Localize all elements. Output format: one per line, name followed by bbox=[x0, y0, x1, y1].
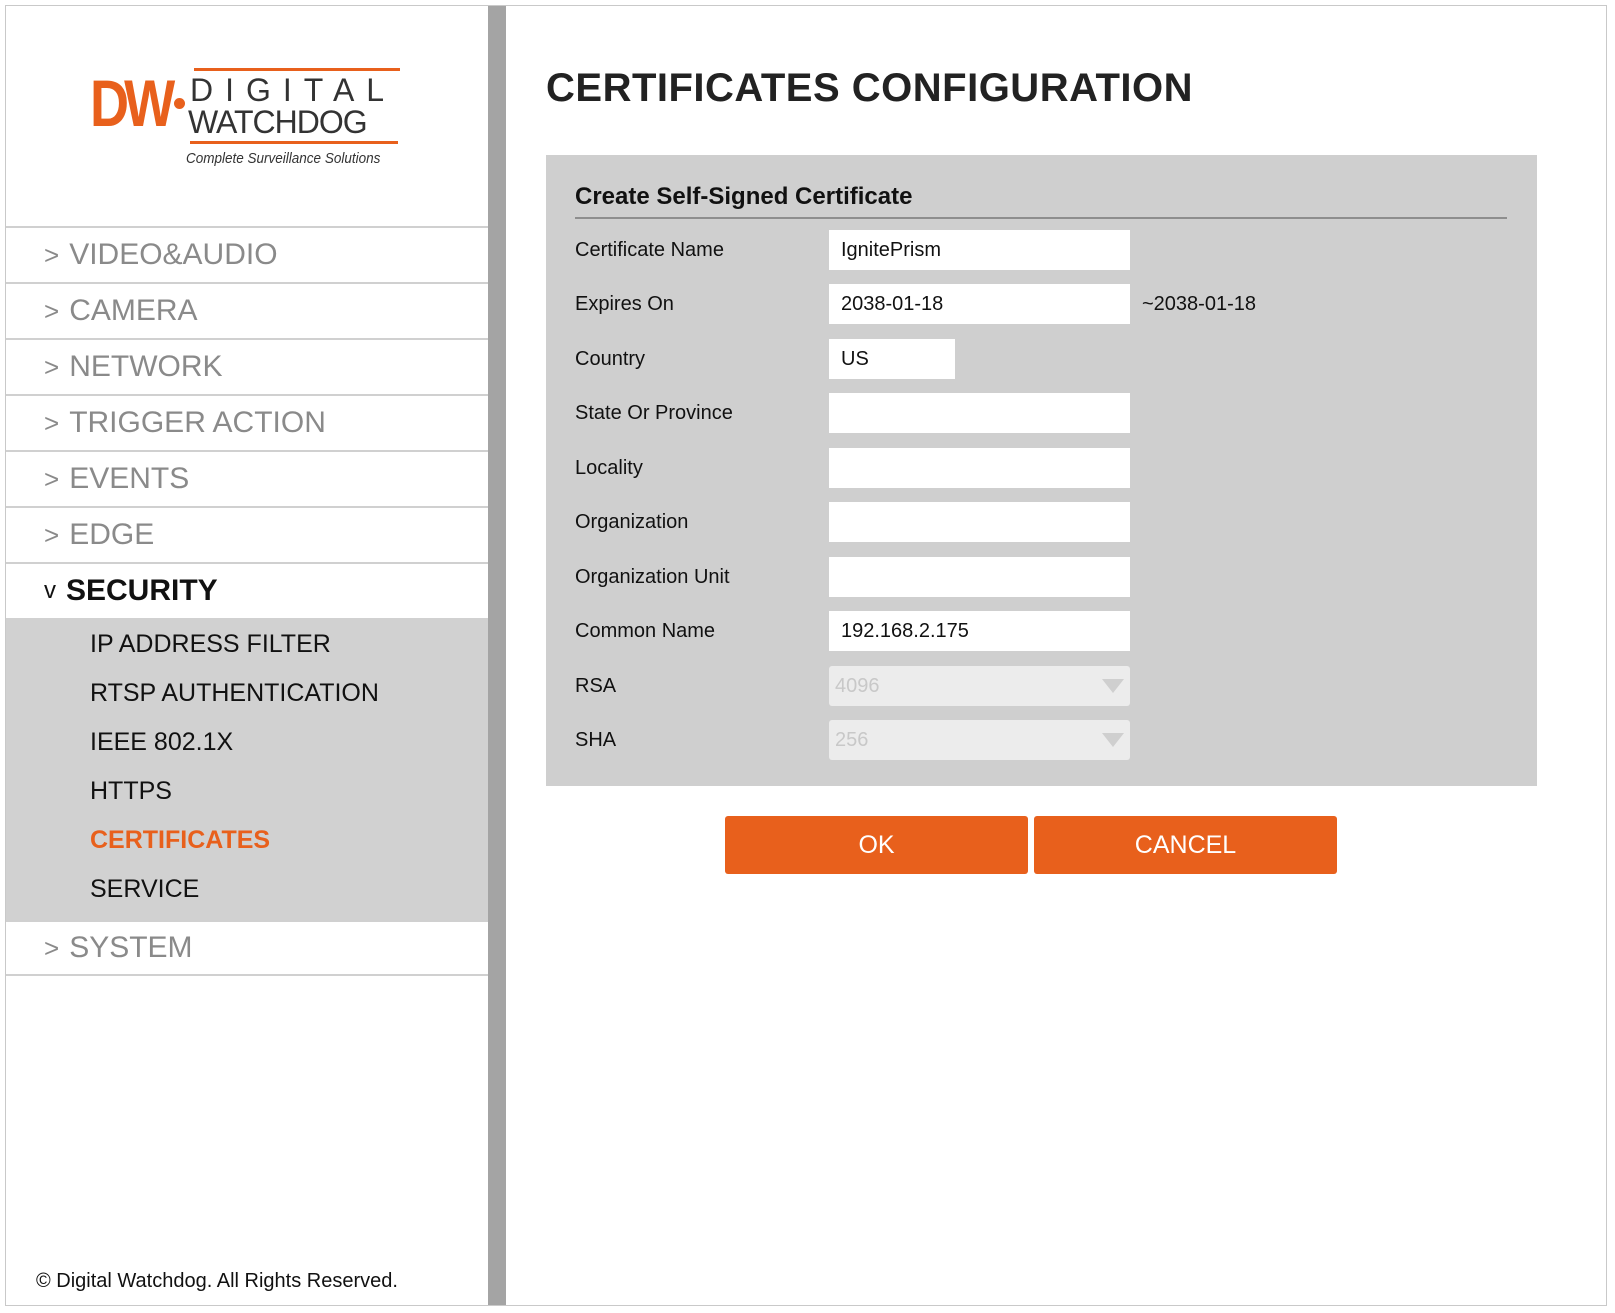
sidebar-item-label: EDGE bbox=[69, 518, 155, 551]
row-expires-on bbox=[575, 284, 1256, 324]
sidebar-nav bbox=[6, 226, 488, 976]
ok-button[interactable]: OK bbox=[725, 816, 1028, 874]
field-label: Organization bbox=[575, 510, 689, 533]
row-country bbox=[575, 339, 955, 379]
row-organization-unit bbox=[575, 557, 1130, 597]
submenu-item-rtsp-authentication[interactable]: RTSP AUTHENTICATION bbox=[90, 679, 379, 707]
state-or-province-input[interactable] bbox=[829, 393, 1130, 433]
dropdown-arrow-icon bbox=[1102, 733, 1124, 747]
sha-selected-value: 256 bbox=[835, 728, 869, 751]
chevron-right-icon: > bbox=[44, 407, 60, 438]
logo-tagline: Complete Surveillance Solutions bbox=[186, 150, 381, 167]
logo-rule-top bbox=[194, 68, 400, 71]
field-label: Country bbox=[575, 347, 646, 370]
sidebar-item-label: CAMERA bbox=[69, 294, 198, 327]
field-label: State Or Province bbox=[575, 401, 733, 424]
main-content bbox=[506, 6, 1606, 1305]
expires-on-input[interactable] bbox=[829, 284, 1130, 324]
app-frame bbox=[5, 5, 1607, 1306]
logo-rule-bottom bbox=[190, 141, 398, 144]
sidebar-item-edge[interactable] bbox=[6, 506, 488, 562]
cancel-button[interactable]: CANCEL bbox=[1034, 816, 1337, 874]
common-name-input[interactable] bbox=[829, 611, 1130, 651]
field-label: Locality bbox=[575, 456, 643, 479]
sidebar-item-label: SYSTEM bbox=[69, 931, 193, 964]
logo-dot bbox=[174, 98, 185, 109]
row-sha bbox=[575, 720, 1130, 760]
chevron-right-icon: > bbox=[44, 295, 60, 326]
field-label: Organization Unit bbox=[575, 565, 730, 588]
expires-on-hint: ~2038-01-18 bbox=[1142, 292, 1256, 315]
submenu-item-service[interactable]: SERVICE bbox=[90, 875, 200, 903]
row-state-or-province bbox=[575, 393, 1130, 433]
locality-input[interactable] bbox=[829, 448, 1130, 488]
row-organization bbox=[575, 502, 1130, 542]
field-label: Certificate Name bbox=[575, 238, 724, 261]
chevron-down-icon: v bbox=[44, 577, 56, 604]
copyright-text: © Digital Watchdog. All Rights Reserved. bbox=[36, 1270, 398, 1292]
certificate-form-panel bbox=[546, 155, 1537, 786]
panel-title: Create Self-Signed Certificate bbox=[575, 183, 1507, 219]
sidebar-item-system[interactable] bbox=[6, 920, 488, 976]
certificate-name-input[interactable] bbox=[829, 230, 1130, 270]
dropdown-arrow-icon bbox=[1102, 679, 1124, 693]
sidebar-item-video-audio[interactable] bbox=[6, 226, 488, 282]
row-locality bbox=[575, 448, 1130, 488]
organization-unit-input[interactable] bbox=[829, 557, 1130, 597]
logo-mark: DW bbox=[90, 66, 171, 140]
sidebar-item-label: EVENTS bbox=[69, 462, 190, 495]
submenu-item-https[interactable]: HTTPS bbox=[90, 777, 172, 805]
sidebar-item-label: VIDEO&AUDIO bbox=[69, 238, 278, 271]
sidebar bbox=[6, 6, 488, 1305]
logo-line1: DIGITAL bbox=[190, 72, 397, 108]
digital-watchdog-logo bbox=[90, 66, 412, 176]
sidebar-item-label: TRIGGER ACTION bbox=[69, 406, 326, 439]
rsa-selected-value: 4096 bbox=[835, 674, 880, 697]
field-label: SHA bbox=[575, 728, 617, 751]
sidebar-item-events[interactable] bbox=[6, 450, 488, 506]
row-rsa bbox=[575, 666, 1130, 706]
row-common-name bbox=[575, 611, 1130, 651]
sidebar-item-trigger-action[interactable] bbox=[6, 394, 488, 450]
field-label: Common Name bbox=[575, 619, 716, 642]
submenu-item-ip-address-filter[interactable]: IP ADDRESS FILTER bbox=[90, 630, 331, 658]
submenu-item-ieee-8021x[interactable]: IEEE 802.1X bbox=[90, 728, 234, 756]
security-submenu bbox=[6, 618, 488, 920]
sidebar-item-label: SECURITY bbox=[66, 574, 218, 607]
row-certificate-name bbox=[575, 230, 1130, 270]
organization-input[interactable] bbox=[829, 502, 1130, 542]
field-label: RSA bbox=[575, 674, 617, 697]
country-input[interactable] bbox=[829, 339, 955, 379]
chevron-right-icon: > bbox=[44, 519, 60, 550]
sidebar-item-camera[interactable] bbox=[6, 282, 488, 338]
submenu-item-certificates[interactable]: CERTIFICATES bbox=[90, 826, 271, 854]
sha-select[interactable] bbox=[829, 720, 1130, 760]
sidebar-divider bbox=[488, 6, 506, 1305]
page-title: CERTIFICATES CONFIGURATION bbox=[546, 66, 1194, 110]
chevron-right-icon: > bbox=[44, 239, 60, 270]
logo-line2: WATCHDOG bbox=[188, 104, 367, 140]
chevron-right-icon: > bbox=[44, 932, 60, 963]
sidebar-item-network[interactable] bbox=[6, 338, 488, 394]
field-label: Expires On bbox=[575, 292, 674, 315]
chevron-right-icon: > bbox=[44, 351, 60, 382]
chevron-right-icon: > bbox=[44, 463, 60, 494]
rsa-select[interactable] bbox=[829, 666, 1130, 706]
sidebar-item-security[interactable] bbox=[6, 562, 488, 618]
sidebar-item-label: NETWORK bbox=[69, 350, 223, 383]
